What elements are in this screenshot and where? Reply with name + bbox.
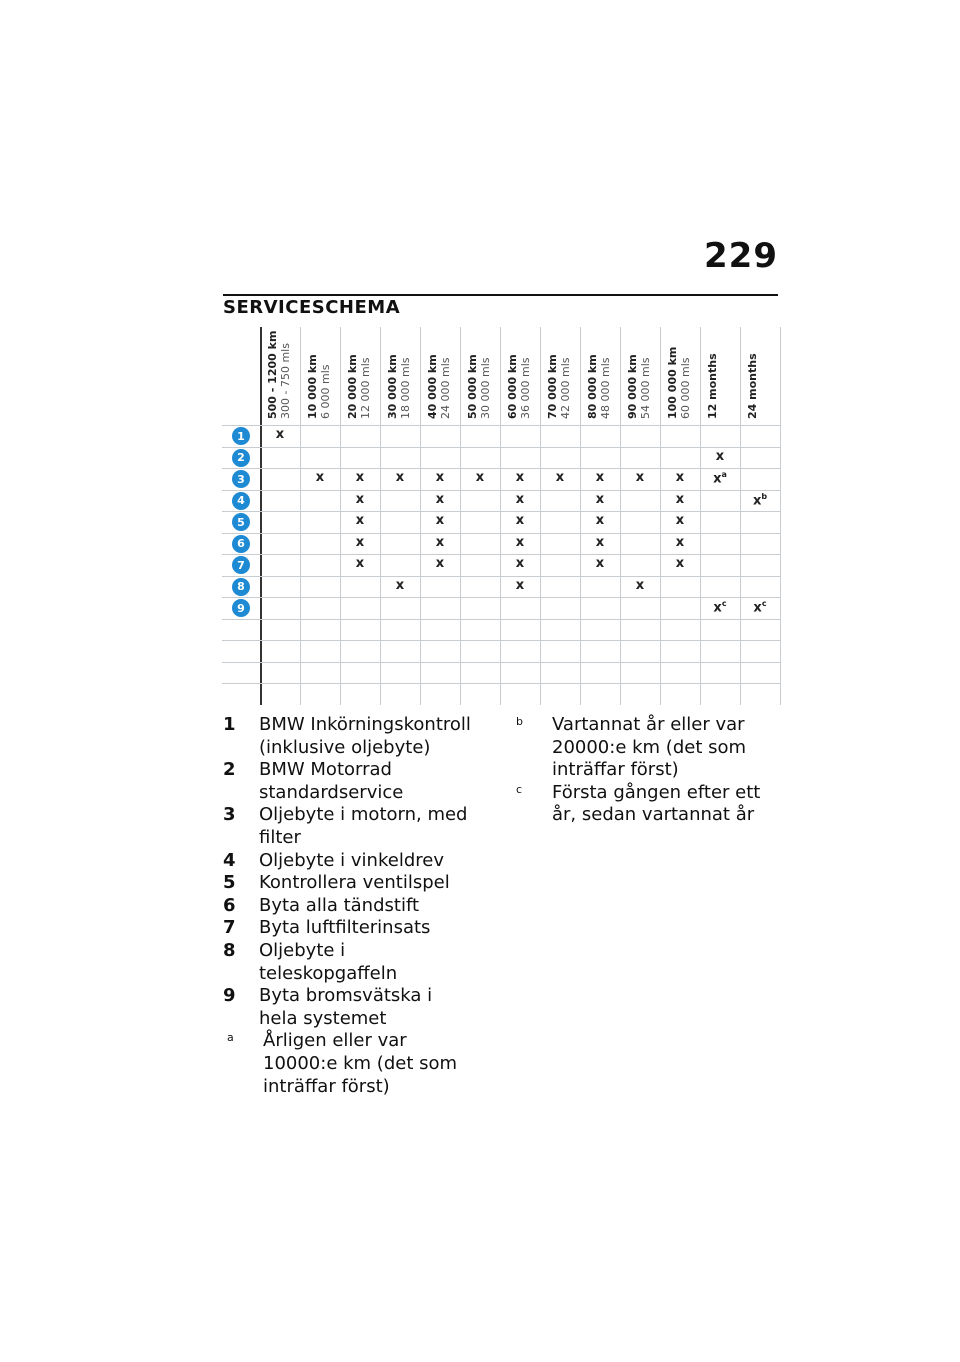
schedule-mark: x <box>355 556 365 571</box>
footnote-text: Årligen eller var 10000:e km (det som inträffar först) <box>263 1030 458 1097</box>
legend-text: Byta luftfilterinsats <box>259 917 431 939</box>
table-row-divider <box>222 597 780 598</box>
legend-text: Byta bromsvätska i hela systemet <box>259 985 433 1029</box>
legend-text: Byta alla tändstift <box>259 894 420 916</box>
legend-number: 3 <box>223 804 236 826</box>
schedule-mark: x <box>355 534 365 550</box>
schedule-mark: x <box>355 513 365 528</box>
schedule-mark: x <box>595 491 605 507</box>
column-header-km: 20 000 km <box>346 354 359 419</box>
row-number-badge: 2 <box>232 449 250 467</box>
column-header-mls: 300 - 750 mls <box>279 343 292 419</box>
footnote-item <box>512 714 767 782</box>
column-header <box>740 327 780 423</box>
column-header-km: 60 000 km <box>506 354 519 419</box>
footnote-text: Första gången efter ett år, sedan vartannat år <box>552 781 761 826</box>
legend-number: 8 <box>223 939 236 961</box>
table-row-divider <box>222 662 780 663</box>
legend-number: 4 <box>223 849 236 871</box>
schedule-mark: x <box>515 513 525 528</box>
column-header-mls: 30 000 mls <box>479 357 492 419</box>
row-number-badge: 6 <box>232 535 250 553</box>
schedule-mark: x <box>675 470 685 485</box>
column-header <box>340 327 380 423</box>
schedule-mark: x <box>635 577 645 593</box>
schedule-mark: x <box>555 470 565 485</box>
section-title: SERVICESCHEMA <box>223 297 401 318</box>
table-row-divider <box>222 425 780 426</box>
schedule-mark: x <box>595 470 605 485</box>
legend-item <box>223 804 478 849</box>
column-header-km: 40 000 km <box>426 354 439 419</box>
column-header-km: 12 months <box>706 353 719 419</box>
page-number: 229 <box>704 236 778 276</box>
column-header-mls: 18 000 mls <box>399 357 412 419</box>
column-header-mls: 36 000 mls <box>519 357 532 419</box>
column-header-km: 100 000 km <box>666 346 679 419</box>
column-header <box>380 327 420 423</box>
row-number-badge: 7 <box>232 556 250 574</box>
table-row-divider <box>222 640 780 641</box>
column-header-mls: 24 000 mls <box>439 357 452 419</box>
schedule-mark: $x^a$ <box>713 470 727 487</box>
schedule-mark: x <box>435 513 445 528</box>
column-header-mls: 42 000 mls <box>559 357 572 419</box>
schedule-mark: $x^c$ <box>713 599 727 616</box>
legend-number: 7 <box>223 917 236 939</box>
schedule-mark: x <box>515 491 525 507</box>
schedule-mark: $x^c$ <box>753 599 767 616</box>
schedule-mark: x <box>435 534 445 550</box>
schedule-mark: x <box>395 577 405 593</box>
legend-item <box>223 759 478 804</box>
table-row-divider <box>222 554 780 555</box>
schedule-mark: x <box>515 577 525 593</box>
column-header-mls: 60 000 mls <box>679 357 692 419</box>
table-row-divider <box>222 468 780 469</box>
column-header <box>500 327 540 423</box>
column-header-mls: 54 000 mls <box>639 357 652 419</box>
row-number-badge: 3 <box>232 470 250 488</box>
legend-text: Oljebyte i vinkeldrev <box>259 849 444 871</box>
footnote-a <box>223 1030 478 1098</box>
schedule-mark: x <box>595 556 605 571</box>
legend-number: 1 <box>223 714 236 735</box>
table-row-divider <box>222 533 780 534</box>
schedule-mark: x <box>515 534 525 550</box>
column-header-km: 70 000 km <box>546 354 559 419</box>
legend-right <box>512 714 767 827</box>
column-header <box>300 327 340 423</box>
legend-item <box>223 985 478 1030</box>
schedule-mark: x <box>675 513 685 528</box>
legend-item <box>223 917 478 940</box>
legend-number: 5 <box>223 872 236 894</box>
footnote-item <box>512 782 767 827</box>
column-header <box>260 327 300 423</box>
footnote-mark: b <box>516 715 523 728</box>
legend-item <box>223 895 478 918</box>
table-row-divider <box>222 619 780 620</box>
column-header-km: 10 000 km <box>306 354 319 419</box>
schedule-mark: x <box>515 556 525 571</box>
schedule-mark: x <box>635 470 645 485</box>
row-number-badge: 9 <box>232 599 250 617</box>
column-header <box>700 327 740 423</box>
legend-item <box>223 872 478 895</box>
schedule-mark: x <box>715 448 725 464</box>
service-schedule-table <box>222 327 780 705</box>
column-header-km: 500 - 1200 km <box>266 330 279 419</box>
schedule-mark: x <box>435 491 445 507</box>
legend-item <box>223 940 478 985</box>
column-header <box>620 327 660 423</box>
row-number-badge: 5 <box>232 513 250 531</box>
schedule-mark: $x^b$ <box>752 491 768 508</box>
schedule-mark: x <box>595 513 605 528</box>
legend-text: Kontrollera ventilspel <box>259 872 450 894</box>
schedule-mark: x <box>435 470 445 485</box>
legend-text: Oljebyte i teleskopgaffeln <box>259 939 398 984</box>
column-header-km: 90 000 km <box>626 354 639 419</box>
schedule-mark: x <box>355 491 365 507</box>
schedule-mark: x <box>675 556 685 571</box>
table-row-divider <box>222 447 780 448</box>
column-header-mls: 12 000 mls <box>359 357 372 419</box>
legend-number: 2 <box>223 759 236 781</box>
schedule-mark: x <box>315 470 325 485</box>
row-number-badge: 8 <box>232 578 250 596</box>
schedule-mark: x <box>595 534 605 550</box>
legend-left <box>223 714 478 1098</box>
legend-number: 9 <box>223 985 236 1007</box>
row-number-badge: 4 <box>232 492 250 510</box>
table-row-divider <box>222 576 780 577</box>
footnote-mark: a <box>227 1031 234 1045</box>
schedule-mark: x <box>435 556 445 571</box>
footnote-mark: c <box>516 782 523 796</box>
schedule-mark: x <box>395 470 405 485</box>
column-header <box>460 327 500 423</box>
schedule-mark: x <box>475 470 485 485</box>
legend-item <box>223 714 478 759</box>
column-header-km: 30 000 km <box>386 354 399 419</box>
column-header <box>540 327 580 423</box>
column-header-km: 50 000 km <box>466 354 479 419</box>
table-row-divider <box>222 511 780 512</box>
schedule-mark: x <box>675 491 685 507</box>
schedule-mark: x <box>355 470 365 485</box>
legend-text: BMW Motorrad standardservice <box>259 759 404 803</box>
column-header-km: 24 months <box>746 353 759 419</box>
legend-number: 6 <box>223 894 236 916</box>
schedule-mark: x <box>275 427 285 442</box>
schedule-mark: x <box>515 470 525 485</box>
title-rule <box>223 294 778 296</box>
column-header-km: 80 000 km <box>586 354 599 419</box>
table-column-divider <box>780 327 781 705</box>
table-row-divider <box>222 490 780 491</box>
schedule-mark: x <box>675 534 685 550</box>
legend-text: Oljebyte i motorn, med filter <box>259 804 468 848</box>
column-header <box>660 327 700 423</box>
footnote-text: Vartannat år eller var 20000:e km (det som inträffar först) <box>552 714 747 781</box>
legend-text: BMW Inkörningskontroll (inklusive oljebyte) <box>259 714 471 758</box>
row-number-badge: 1 <box>232 427 250 445</box>
column-header-mls: 48 000 mls <box>599 357 612 419</box>
column-header-mls: 6 000 mls <box>319 364 332 419</box>
column-header <box>420 327 460 423</box>
legend-item <box>223 850 478 873</box>
column-header <box>580 327 620 423</box>
table-row-divider <box>222 683 780 684</box>
